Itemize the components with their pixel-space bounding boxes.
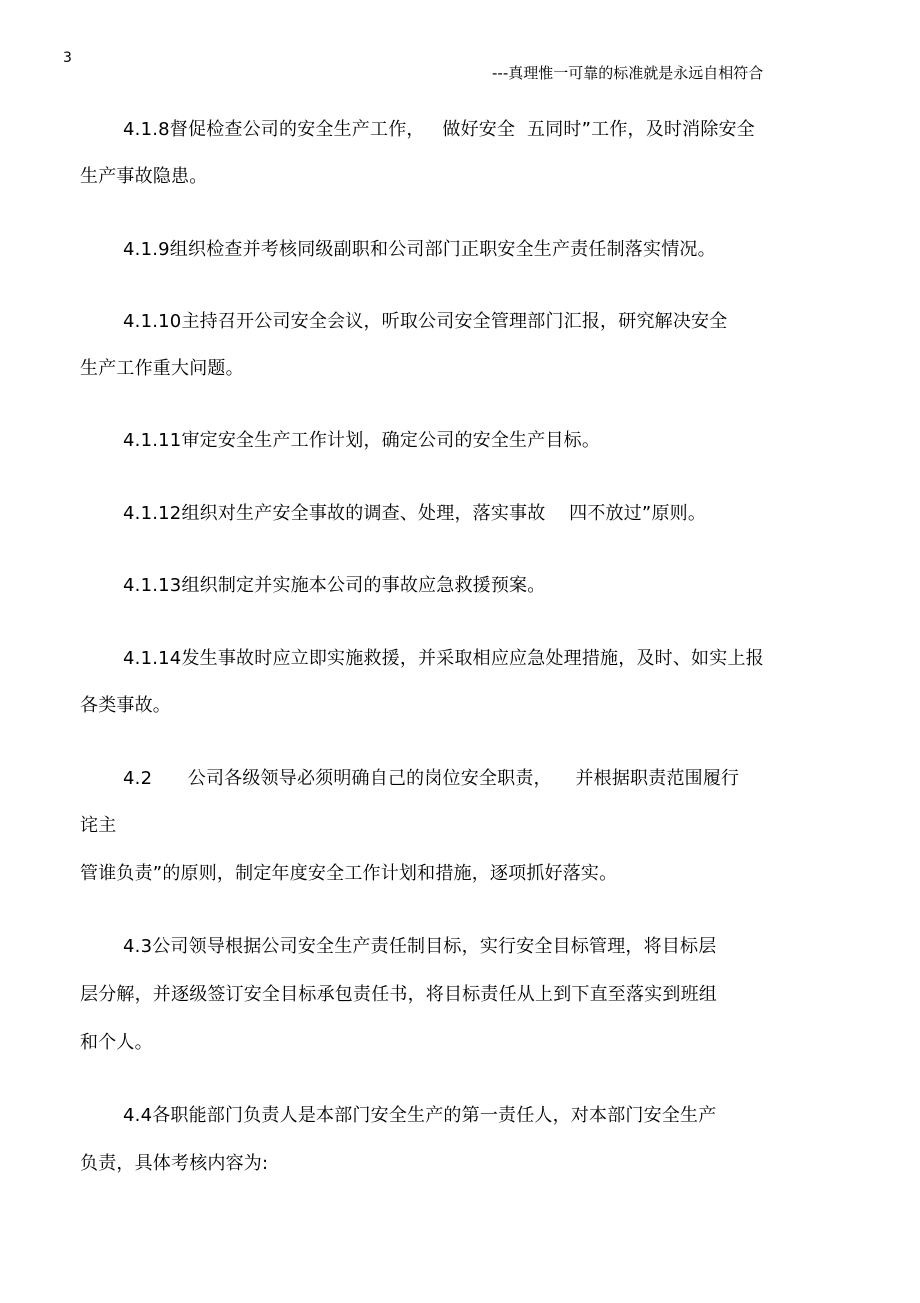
paragraph-line: 4.1.10主持召开公司安全会议，听取公司安全管理部门汇报，研究解决安全 bbox=[123, 311, 728, 332]
header-motto: ---真理惟一可靠的标准就是永远自相符合 bbox=[492, 64, 764, 82]
paragraph-line: 4.1.13组织制定并实施本公司的事故应急救援预案。 bbox=[123, 575, 546, 596]
paragraph-line: 4.1.12组织对生产安全事故的调查、处理，落实事故 四不放过”原则。 bbox=[123, 503, 707, 524]
paragraph-line: 生产工作重大问题。 bbox=[80, 358, 244, 379]
paragraph-line: 负责，具体考核内容为: bbox=[80, 1153, 269, 1174]
paragraph-line: 和个人。 bbox=[80, 1032, 153, 1053]
page-number: 3 bbox=[63, 50, 72, 66]
paragraph-line: 4.1.11审定安全生产工作计划，确定公司的安全生产目标。 bbox=[123, 430, 601, 451]
paragraph-line: 4.2 公司各级领导必须明确自己的岗位安全职责， 并根据职责范围履行 bbox=[123, 768, 740, 789]
paragraph-line: 层分解，并逐级签订安全目标承包责任书，将目标责任从上到下直至落实到班组 bbox=[80, 984, 717, 1005]
paragraph-line: 诧主 bbox=[80, 815, 117, 836]
paragraph-line: 生产事故隐患。 bbox=[80, 166, 208, 187]
paragraph-line: 4.1.9组织检查并考核同级副职和公司部门正职安全生产责任制落实情况。 bbox=[123, 239, 716, 260]
paragraph-line: 4.3公司领导根据公司安全生产责任制目标，实行安全目标管理，将目标层 bbox=[123, 936, 717, 957]
paragraph-line: 管谁负责”的原则，制定年度安全工作计划和措施，逐项抓好落实。 bbox=[80, 863, 618, 884]
paragraph-line: 4.4各职能部门负责人是本部门安全生产的第一责任人，对本部门安全生产 bbox=[123, 1105, 717, 1126]
paragraph-line: 4.1.14发生事故时应立即实施救援，并采取相应应急处理措施，及时、如实上报 bbox=[123, 648, 764, 669]
paragraph-line: 4.1.8督促检查公司的安全生产工作， 做好安全 五同时”工作，及时消除安全 bbox=[123, 119, 755, 140]
paragraph-line: 各类事故。 bbox=[80, 695, 171, 716]
